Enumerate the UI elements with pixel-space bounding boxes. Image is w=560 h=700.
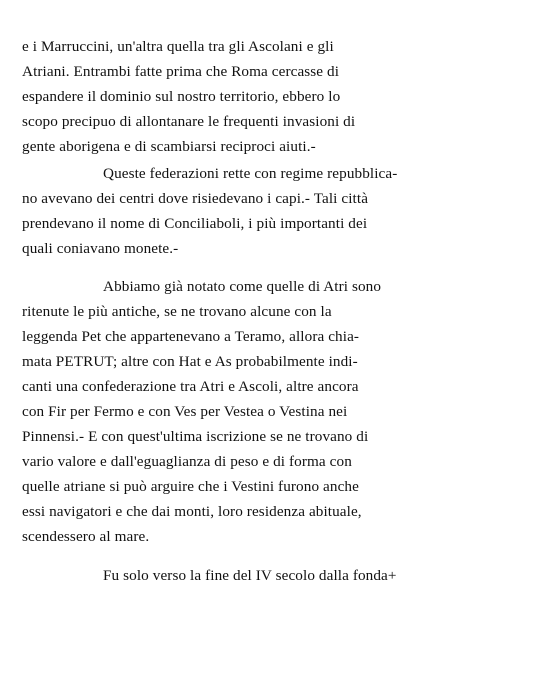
text-line: mata PETRUT; altre con Hat e As probabilmente indi- [22, 353, 358, 370]
text-line: Fu solo verso la fine del IV secolo dalla fonda+ [103, 567, 397, 584]
text-line: prendevano il nome di Conciliaboli, i più importanti dei [22, 215, 368, 232]
text-line: essi navigatori e che dai monti, loro residenza abituale, [22, 503, 362, 520]
text-line: quali coniavano monete.- [22, 240, 179, 257]
text-line: espandere il dominio sul nostro territorio, ebbero lo [22, 88, 341, 105]
text-line: ritenute le più antiche, se ne trovano alcune con la [22, 303, 332, 320]
text-line: Abbiamo già notato come quelle di Atri sono [103, 278, 382, 295]
text-line: quelle atriane si può arguire che i Vestini furono anche [22, 478, 359, 495]
text-line: scopo precipuo di allontanare le frequenti invasioni di [22, 113, 356, 130]
text-line: Atriani. Entrambi fatte prima che Roma cercasse di [22, 63, 340, 80]
text-line: canti una confederazione tra Atri e Ascoli, altre ancora [22, 378, 359, 395]
text-line: Queste federazioni rette con regime repubblica- [103, 165, 398, 182]
text-line: scendessero al mare. [22, 528, 150, 545]
text-line: vario valore e dall'eguaglianza di peso e di forma con [22, 453, 352, 470]
text-line: con Fir per Fermo e con Ves per Vestea o Vestina nei [22, 403, 348, 420]
text-line: no avevano dei centri dove risiedevano i capi.- Tali città [22, 190, 369, 207]
text-line: leggenda Pet che appartenevano a Teramo, allora chia- [22, 328, 360, 345]
text-line: Pinnensi.- E con quest'ultima iscrizione se ne trovano di [22, 428, 369, 445]
text-line: gente aborigena e di scambiarsi reciproci aiuti.- [22, 138, 316, 155]
text-line: e i Marruccini, un'altra quella tra gli Ascolani e gli [22, 38, 334, 55]
